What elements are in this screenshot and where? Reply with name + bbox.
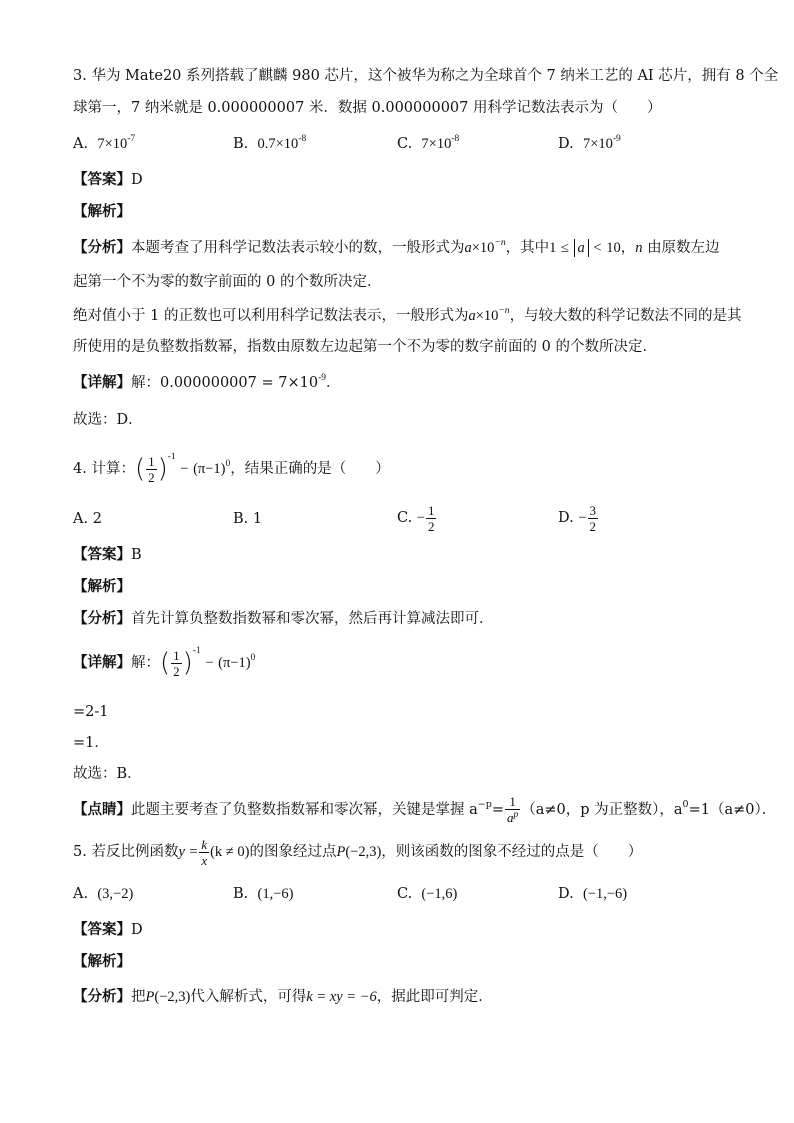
q4-answer: 【答案】B: [73, 547, 142, 563]
q3-fenxi-line2: 起第一个不为零的数字前面的 0 的个数所决定．: [73, 274, 382, 290]
q4-step2: =1．: [73, 735, 109, 751]
q3-option-c: C. $7\times 10^{-8}$: [397, 134, 460, 152]
q5-option-c: C. (−1,6): [397, 886, 458, 902]
q3-analysis-heading: 【解析】: [73, 204, 131, 220]
q5-fenxi: 【分析】把P(−2,3)代入解析式，可得k = xy = −6，据此即可判定．: [73, 989, 493, 1005]
q4-detail: 【详解】解：( $\frac{1}{2}$ )$^{-1} - (\pi-1)^0$: [73, 646, 256, 679]
q4-option-c: C. − $\frac{1}{2}$: [397, 502, 435, 534]
q4-analysis-heading: 【解析】: [73, 579, 131, 595]
q5-analysis-heading: 【解析】: [73, 954, 131, 970]
q5-option-b: B. (1,−6): [233, 886, 294, 902]
q5-stem: 5. 若反比例函数y = $\frac{k}{x}$ (k ≠ 0)的图象经过点P(−2,3)，则该函数的图象不经过的点是（ ）: [73, 836, 643, 868]
q3-choose: 故选：D．: [73, 412, 143, 428]
q4-choose: 故选：B．: [73, 766, 142, 782]
q3-stem-line2: 球第一，7 纳米就是 0.000000007 米．数据 0.000000007 用科学记数法表示为（ ）: [73, 100, 662, 116]
q4-option-d: D. − $\frac{3}{2}$: [558, 502, 597, 534]
q3-stem-line1: 3. 华为 Mate20 系列搭载了麒麟 980 芯片，这个被华为称之为全球首个 7 纳米工艺的 AI 芯片，拥有 8 个全: [73, 68, 779, 84]
q3-detail: 【详解】解：$0.000000007 = 7\times 10^{-9}$．: [73, 373, 341, 391]
q3-option-d: D. $7\times 10^{-9}$: [558, 134, 621, 152]
q5-answer: 【答案】D: [73, 922, 143, 938]
q3-answer: 【答案】D: [73, 172, 143, 188]
q3-option-a: A. $7\times 10^{-7}$: [73, 134, 136, 152]
q4-fenxi: 【分析】首先计算负整数指数幂和零次幂，然后再计算减法即可．: [73, 611, 494, 627]
q3-fenxi-line1: 【分析】本题考查了用科学记数法表示较小的数，一般形式为$a\times 10^{-n}$，其中1 ≤ a < 10，n 由原数左边: [73, 238, 720, 256]
q4-option-a: A. 2: [73, 511, 102, 527]
q4-dianjing: 【点睛】此题主要考查了负整数指数幂和零次幂，关键是掌握 $a^{-p}=$ $\frac{1}{a^p}$ （a≠0，p 为正整数），$a^0=1(a\ne 0)$．: [73, 794, 777, 825]
q5-option-d: D. (−1,−6): [558, 886, 628, 902]
q3-fenxi-line4: 所使用的是负整数指数幂，指数由原数左边起第一个不为零的数字前面的 0 的个数所决定．: [73, 339, 657, 355]
q4-half-fraction: $\frac{1}{2}$: [148, 453, 155, 485]
q5-option-a: A. (3,−2): [73, 886, 134, 902]
q4-stem: 4. 计算：( $\frac{1}{2}$ )$^{-1} - (\pi-1)^0$，结果正确的是（ ）: [73, 452, 390, 485]
q4-option-b: B. 1: [233, 511, 263, 527]
q4-step1: =2-1: [73, 704, 109, 720]
q3-fenxi-line3: 绝对值小于 1 的正数也可以利用科学记数法表示，一般形式为$a\times 10^{-n}$，与较大数的科学记数法不同的是其: [73, 306, 742, 324]
q3-option-b: B. $0.7\times 10^{-8}$: [233, 134, 307, 152]
